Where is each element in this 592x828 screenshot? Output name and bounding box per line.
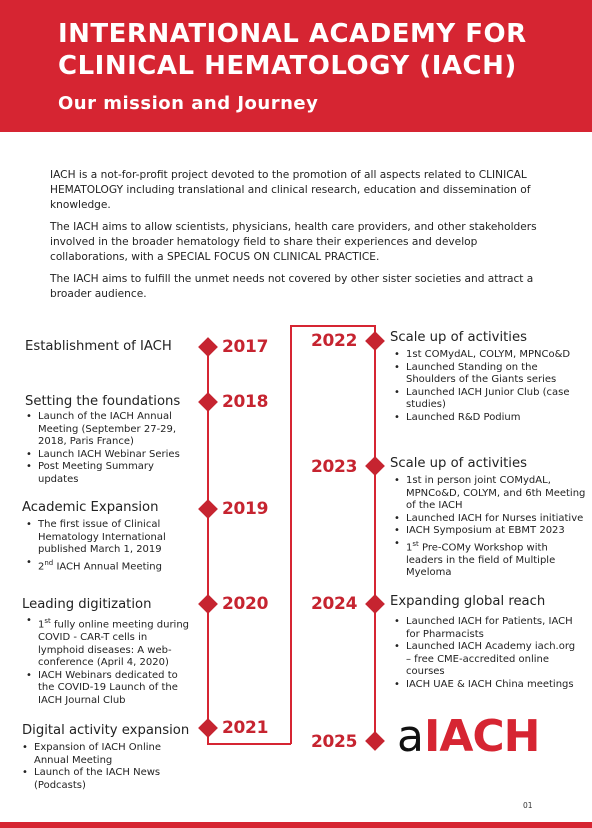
logo-wordmark: IACH: [423, 711, 540, 762]
event-title-2017: Establishment of IACH: [25, 339, 172, 354]
list-item: • Launched IACH for Patients, IACH for Pharmacists: [392, 616, 582, 641]
year-label-2023: 2023: [311, 457, 358, 477]
timeline-diamond-icon: [198, 392, 218, 412]
footer-bar: [0, 822, 592, 828]
page-subtitle: Our mission and Journey: [58, 93, 319, 114]
list-item: • Launched IACH for Nurses initiative: [392, 513, 587, 526]
list-item: • Post Meeting Summary updates: [24, 461, 184, 486]
list-item: [392, 538, 587, 580]
list-item-superscript: st: [412, 539, 419, 548]
list-item: • Launched Standing on the Shoulders of the Giants series: [392, 362, 582, 387]
year-label-2018: 2018: [222, 392, 269, 412]
event-title-2023: Scale up of activities: [390, 456, 527, 471]
timeline-diamond-icon: [365, 331, 385, 351]
year-label-2021: 2021: [222, 718, 269, 738]
list-item-text: fully online meeting during COVID - CAR-T cells in lymphoid diseases: A web-conference (April 4, 2020): [38, 619, 190, 669]
header-banner: [0, 0, 592, 132]
year-label-2019: 2019: [222, 499, 269, 519]
iach-logo: [397, 712, 540, 762]
timeline-diamond-icon: [198, 337, 218, 357]
list-item: • Launch of the IACH Annual Meeting (September 27-29, 2018, Paris France): [24, 411, 184, 449]
year-label-2022: 2022: [311, 331, 358, 351]
list-item-superscript: nd: [44, 558, 54, 567]
list-item: • Launched IACH Junior Club (case studies): [392, 387, 582, 412]
event-title-2020: Leading digitization: [22, 597, 152, 612]
event-title-2021: Digital activity expansion: [22, 723, 190, 738]
list-item: • Launch of the IACH News (Podcasts): [20, 767, 180, 792]
logo-prefix: a: [397, 711, 424, 762]
timeline-diamond-icon: [365, 731, 385, 751]
intro-text: [50, 168, 550, 309]
year-label-2020: 2020: [222, 594, 269, 614]
timeline-diamond-icon: [198, 718, 218, 738]
list-item: • IACH Webinars dedicated to the COVID-19 Launch of the IACH Journal Club: [24, 670, 194, 708]
year-label-2025: 2025: [311, 732, 358, 752]
list-item: • Launched IACH Academy iach.org – free CME-accredited online courses: [392, 641, 582, 679]
timeline-line-bottom: [207, 743, 291, 745]
timeline-line-top: [290, 325, 374, 327]
list-item-superscript: st: [44, 617, 51, 625]
page-number: 01: [523, 801, 533, 810]
list-item: • 1st COMydAL, COLYM, MPNCo&D: [392, 349, 582, 362]
list-item-text: 1: [38, 619, 45, 631]
event-list-2019: [24, 519, 174, 574]
timeline-line-center: [290, 325, 292, 744]
list-item-text: 1: [406, 542, 413, 554]
list-item: • The first issue of Clinical Hematology International published March 1, 2019: [24, 519, 174, 557]
year-label-2024: 2024: [311, 594, 358, 614]
event-title-2024: Expanding global reach: [390, 594, 546, 609]
list-item-text: IACH Annual Meeting: [53, 561, 162, 573]
list-item: • Expansion of IACH Online Annual Meeting: [20, 742, 180, 767]
timeline-line-right: [374, 325, 376, 741]
list-item-text: 2: [38, 561, 45, 573]
list-item: • Launched R&D Podium: [392, 412, 582, 425]
timeline-diamond-icon: [365, 456, 385, 476]
event-title-2019: Academic Expansion: [22, 500, 159, 515]
event-list-2020: [24, 615, 194, 707]
year-label-2017: 2017: [222, 337, 269, 357]
event-list-2023: [392, 475, 587, 580]
intro-paragraph: IACH is a not-for-profit project devoted to the promotion of all aspects related to CLINICAL HEMATOLOGY including translational and clinical research, education and dissemination of knowledge.: [50, 169, 531, 211]
list-item: [24, 615, 194, 670]
list-item: • IACH Symposium at EBMT 2023: [392, 525, 587, 538]
event-list-2022: [392, 349, 582, 425]
event-list-2024: [392, 616, 582, 692]
intro-paragraph: The IACH aims to fulfill the unmet needs not covered by other sister societies and attract a broader audience.: [50, 273, 534, 300]
list-item: • Launch IACH Webinar Series: [24, 449, 184, 462]
list-item: • 1st in person joint COMydAL, MPNCo&D, COLYM, and 6th Meeting of the IACH: [392, 475, 587, 513]
timeline-diamond-icon: [365, 594, 385, 614]
page-title: INTERNATIONAL ACADEMY FOR CLINICAL HEMATOLOGY (IACH): [58, 19, 527, 81]
event-title-2018: Setting the foundations: [25, 394, 181, 409]
list-item: • IACH UAE & IACH China meetings: [392, 679, 582, 692]
intro-paragraph: The IACH aims to allow scientists, physicians, health care providers, and other stakeholders involved in the broader hematology field to share their experiences and develop collaborations, with a SPECIAL FOCUS ON CLINICAL PRACTICE.: [50, 221, 537, 263]
timeline-diamond-icon: [198, 594, 218, 614]
list-item: [24, 557, 174, 574]
event-list-2018: [24, 411, 184, 487]
event-title-2022: Scale up of activities: [390, 330, 527, 345]
timeline-diamond-icon: [198, 499, 218, 519]
list-item-text: Pre-COMy Workshop with leaders in the field of Multiple Myeloma: [406, 542, 556, 579]
event-list-2021: [20, 742, 180, 792]
